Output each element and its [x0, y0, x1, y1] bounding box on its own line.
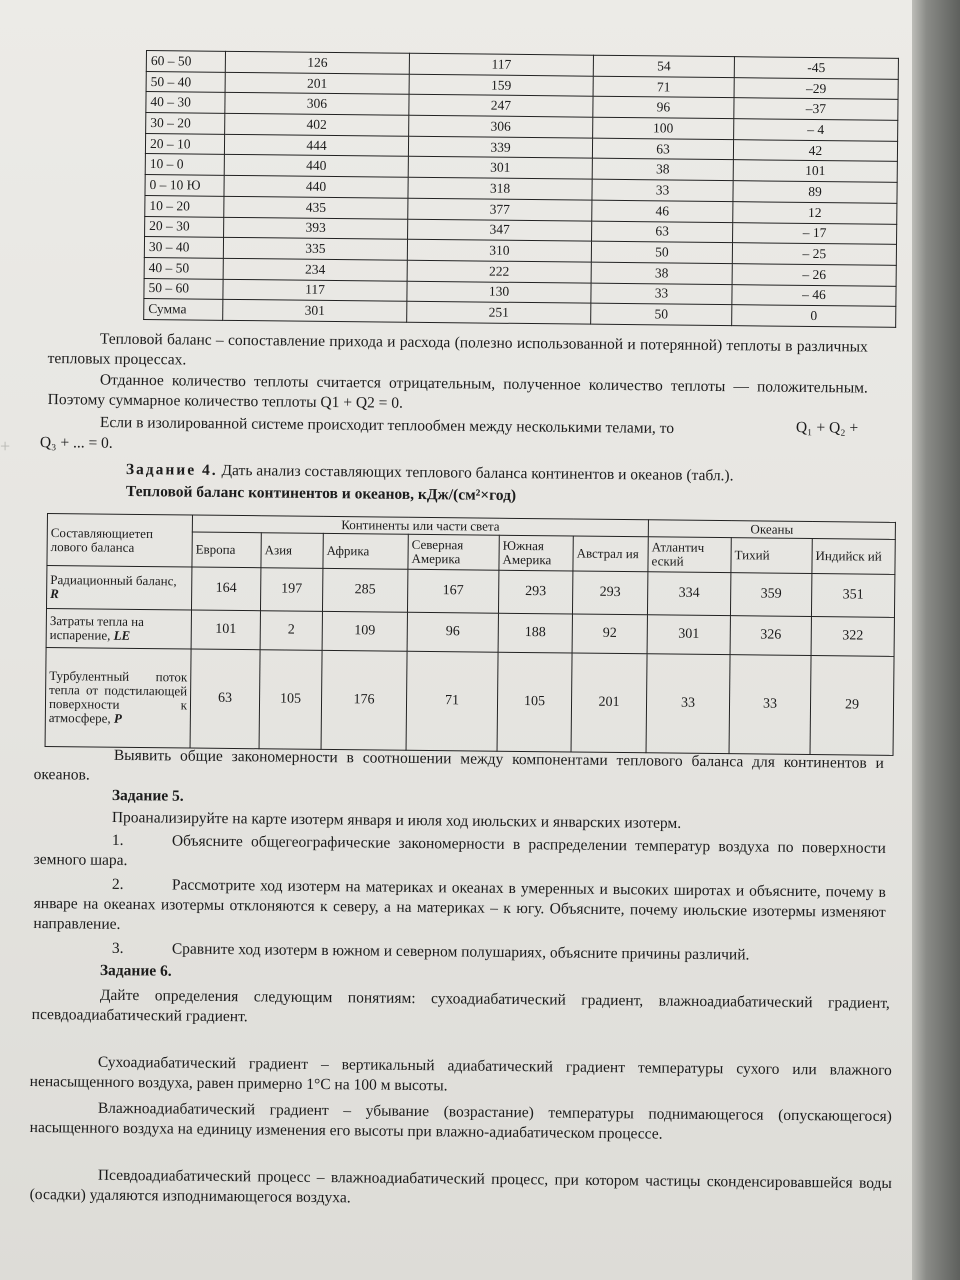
value-cell: 46 — [592, 200, 733, 222]
row-label: Турбулентный поток тепла от подстилающей поверхности к атмосфере, — [48, 668, 188, 726]
row-header — [45, 647, 191, 748]
item-text: Рассмотрите ход изотерм на материках и океанах в умеренных и высоких широтах и объясните, почему в январе на океанах изотермы отклоняются к северу, а на материках – к югу. Объясните, почему июльские изотермы изменяют направление. — [33, 876, 886, 933]
value-cell: 301 — [408, 157, 592, 180]
value-cell: 71 — [406, 651, 498, 751]
value-cell: 247 — [409, 95, 593, 118]
latitude-zone-cell: 10 – 0 — [145, 154, 224, 176]
value-cell: 359 — [730, 573, 811, 617]
value-cell: 0 — [732, 305, 896, 327]
isolated-system-formula: Q₁ + Q₂ + — [795, 418, 859, 437]
task4-text: Дать анализ составляющих теплового баланса континентов и океанов (табл.). — [221, 462, 734, 485]
item-text: Объясните общегеографические закономерности в распределении температур воздуха по поверхности земного шара. — [33, 832, 886, 869]
item-number: 3. — [111, 939, 124, 957]
row-label: Затраты тепла на испарение, — [49, 613, 144, 643]
column-header: Европа — [192, 532, 261, 568]
isolated-system-text: Если в изолированной системе происходит теплообмен между несколькими телами, то — [99, 413, 675, 438]
moist-adiabatic-definition: Влажноадиабатический градиент – убывание (возрастание) температуры поднимающегося (опускающегося) насыщенного воздуха на единицу изменения его высоты при влажно-адиабатическом процессе. — [29, 1099, 892, 1143]
value-cell: –29 — [734, 77, 898, 99]
value-cell: 29 — [810, 656, 894, 756]
row-symbol: LE — [113, 627, 131, 643]
value-cell: 440 — [224, 155, 408, 178]
isolated-system-formula-end: Q₃ + ... = 0. — [39, 433, 113, 452]
value-cell: 38 — [592, 159, 733, 181]
value-cell: 100 — [593, 117, 734, 139]
value-cell: 310 — [407, 239, 591, 262]
table-corner-header: Составляющиетеп лового баланса — [47, 514, 193, 568]
value-cell: 38 — [591, 262, 732, 284]
value-cell: 306 — [409, 115, 593, 138]
punch-mark-icon: + — [0, 436, 11, 456]
value-cell: 109 — [322, 611, 407, 651]
latitude-zone-cell: 20 – 10 — [145, 133, 224, 155]
task6-label: Задание 6. — [99, 962, 172, 980]
value-cell: 234 — [223, 258, 407, 281]
task6-intro: Дайте определения следующим понятиям: сухоадиабатический градиент, влажноадиабатический градиент, псевдоадиабатический градиент. — [31, 986, 890, 1026]
value-cell: 159 — [409, 74, 593, 97]
item-number: 1. — [111, 831, 124, 849]
value-cell: 318 — [408, 177, 592, 200]
value-cell: 33 — [591, 283, 732, 305]
continents-group-header: Континенты или части света — [192, 515, 648, 537]
value-cell: 176 — [321, 650, 407, 750]
value-cell: – 17 — [733, 222, 897, 244]
value-cell: 440 — [224, 175, 408, 198]
latitude-zone-cell: 0 – 10 Ю — [145, 175, 224, 197]
value-cell: 167 — [407, 569, 498, 613]
task4-label: Задание 4. — [125, 460, 218, 479]
table-surface — [912, 0, 960, 1280]
value-cell: 63 — [592, 221, 733, 243]
heat-table-title: Тепловой баланс континентов и океанов, кДж/(см²×год) — [125, 483, 517, 505]
latitude-zone-cell: 40 – 30 — [146, 92, 225, 114]
value-cell: 197 — [260, 568, 322, 612]
column-header: Атлантич еский — [648, 537, 731, 573]
task5-item-2 — [33, 874, 886, 943]
value-cell: 54 — [593, 55, 734, 77]
value-cell: 306 — [225, 93, 409, 116]
value-cell: 201 — [225, 72, 409, 95]
column-header: Индийск ий — [812, 539, 895, 575]
value-cell: 293 — [572, 571, 647, 615]
value-cell: 105 — [497, 652, 572, 752]
value-cell: 164 — [191, 567, 260, 611]
value-cell: 377 — [408, 198, 592, 221]
value-cell: 42 — [733, 139, 897, 161]
column-header: Тихий — [731, 538, 812, 574]
latitude-zone-cell: 60 – 50 — [146, 51, 225, 73]
value-cell: 63 — [592, 138, 733, 160]
task5-label: Задание 5. — [111, 787, 184, 805]
item-number: 2. — [111, 875, 124, 893]
value-cell: 96 — [407, 612, 498, 652]
value-cell: – 4 — [734, 119, 898, 141]
value-cell: 50 — [591, 303, 732, 325]
value-cell: 33 — [646, 654, 730, 754]
value-cell: 12 — [733, 201, 897, 223]
table-row — [45, 647, 894, 755]
value-cell: 201 — [571, 653, 647, 753]
value-cell: 50 — [591, 241, 732, 263]
value-cell: 444 — [224, 134, 408, 157]
value-cell: – 26 — [732, 264, 896, 286]
task5-intro: Проанализируйте на карте изотерм января и июля ход июльских и январских изотерм. — [111, 808, 682, 832]
column-header: Австрал ия — [573, 536, 648, 572]
oceans-group-header: Океаны — [648, 520, 895, 540]
latitude-zone-cell: 20 – 30 — [145, 216, 224, 238]
value-cell: 351 — [811, 574, 894, 618]
value-cell: 126 — [225, 51, 409, 74]
value-cell: 101 — [733, 160, 897, 182]
value-cell: 322 — [811, 617, 894, 657]
value-cell: – 46 — [732, 284, 896, 306]
value-cell: 117 — [223, 279, 407, 302]
latitude-zone-cell: 50 – 60 — [144, 278, 223, 300]
value-cell: 92 — [572, 614, 647, 654]
row-header — [46, 566, 191, 611]
column-header: Азия — [261, 533, 323, 569]
row-label: Радиационный баланс, — [50, 572, 177, 589]
latitude-zone-cell: 40 – 50 — [144, 257, 223, 279]
value-cell: 301 — [647, 615, 730, 655]
value-cell: 2 — [260, 611, 322, 651]
value-cell: 101 — [191, 610, 260, 650]
heat-balance-definition: Тепловой баланс – сопоставление прихода и расхода (полезно использованной и потерянной) теплоты в различных тепловых процессах. — [47, 330, 868, 369]
value-cell: 105 — [259, 650, 322, 750]
value-cell: 339 — [408, 136, 592, 159]
value-cell: 393 — [224, 217, 408, 240]
value-cell: –37 — [734, 98, 898, 120]
value-cell: 96 — [593, 97, 734, 119]
patterns-instruction: Выявить общие закономерности в соотношении между компонентами теплового баланса для континентов и океанов. — [33, 746, 884, 784]
value-cell: 293 — [498, 570, 572, 614]
column-header: Южная Америка — [499, 535, 573, 571]
task5-item-1 — [34, 830, 886, 879]
value-cell: 402 — [225, 113, 409, 136]
row-header — [46, 609, 191, 650]
value-cell: 117 — [409, 53, 593, 76]
value-cell: 335 — [223, 238, 407, 261]
value-cell: 33 — [729, 655, 811, 755]
value-cell: 89 — [733, 181, 897, 203]
column-header: Африка — [323, 533, 408, 569]
latitude-zone-cell: 30 – 40 — [144, 237, 223, 259]
continents-oceans-table — [45, 513, 896, 756]
value-cell: 188 — [498, 613, 572, 653]
value-cell: 347 — [408, 219, 592, 242]
value-cell: 222 — [407, 260, 591, 283]
value-cell: 326 — [730, 616, 811, 656]
row-symbol: R — [50, 586, 59, 602]
dry-adiabatic-definition: Сухоадиабатический градиент – вертикальный адиабатический градиент температуры сухого или влажного ненасыщенного воздуха, равен примерно 1°С на 100 м высоты. — [29, 1053, 892, 1095]
value-cell: – 25 — [732, 243, 896, 265]
item-text: Сравните ход изотерм в южном и северном полушариях, объясните причины различий. — [171, 940, 750, 964]
latitude-zone-cell: 30 – 20 — [146, 113, 225, 135]
value-cell: 334 — [647, 572, 730, 616]
row-symbol: P — [113, 710, 122, 726]
value-cell: 435 — [224, 196, 408, 219]
value-cell: 33 — [592, 179, 733, 201]
value-cell: 130 — [407, 281, 591, 304]
value-cell: -45 — [734, 57, 898, 79]
column-header: Северная Америка — [408, 534, 499, 570]
latitude-zone-cell: 50 – 40 — [146, 71, 225, 93]
value-cell: 285 — [322, 568, 407, 612]
pseudo-adiabatic-definition: Псевдоадиабатический процесс – влажноадиабатический процесс, при котором частицы сконденсировавшейся воды (осадки) удаляются изподнимающегося воздуха. — [29, 1166, 892, 1207]
value-cell: 301 — [223, 300, 407, 323]
value-cell: 63 — [190, 649, 260, 749]
value-cell: 251 — [407, 301, 591, 324]
latitude-heat-table — [143, 50, 899, 328]
value-cell: 71 — [593, 76, 734, 98]
heat-sign-rule: Отданное количество теплоты считается отрицательным, полученное количество теплоты — положительным. Поэтому суммарное количество теплоты Q1 + Q2 = 0. — [47, 371, 868, 412]
latitude-zone-cell: 10 – 20 — [145, 195, 224, 217]
latitude-zone-cell: Сумма — [144, 299, 223, 321]
